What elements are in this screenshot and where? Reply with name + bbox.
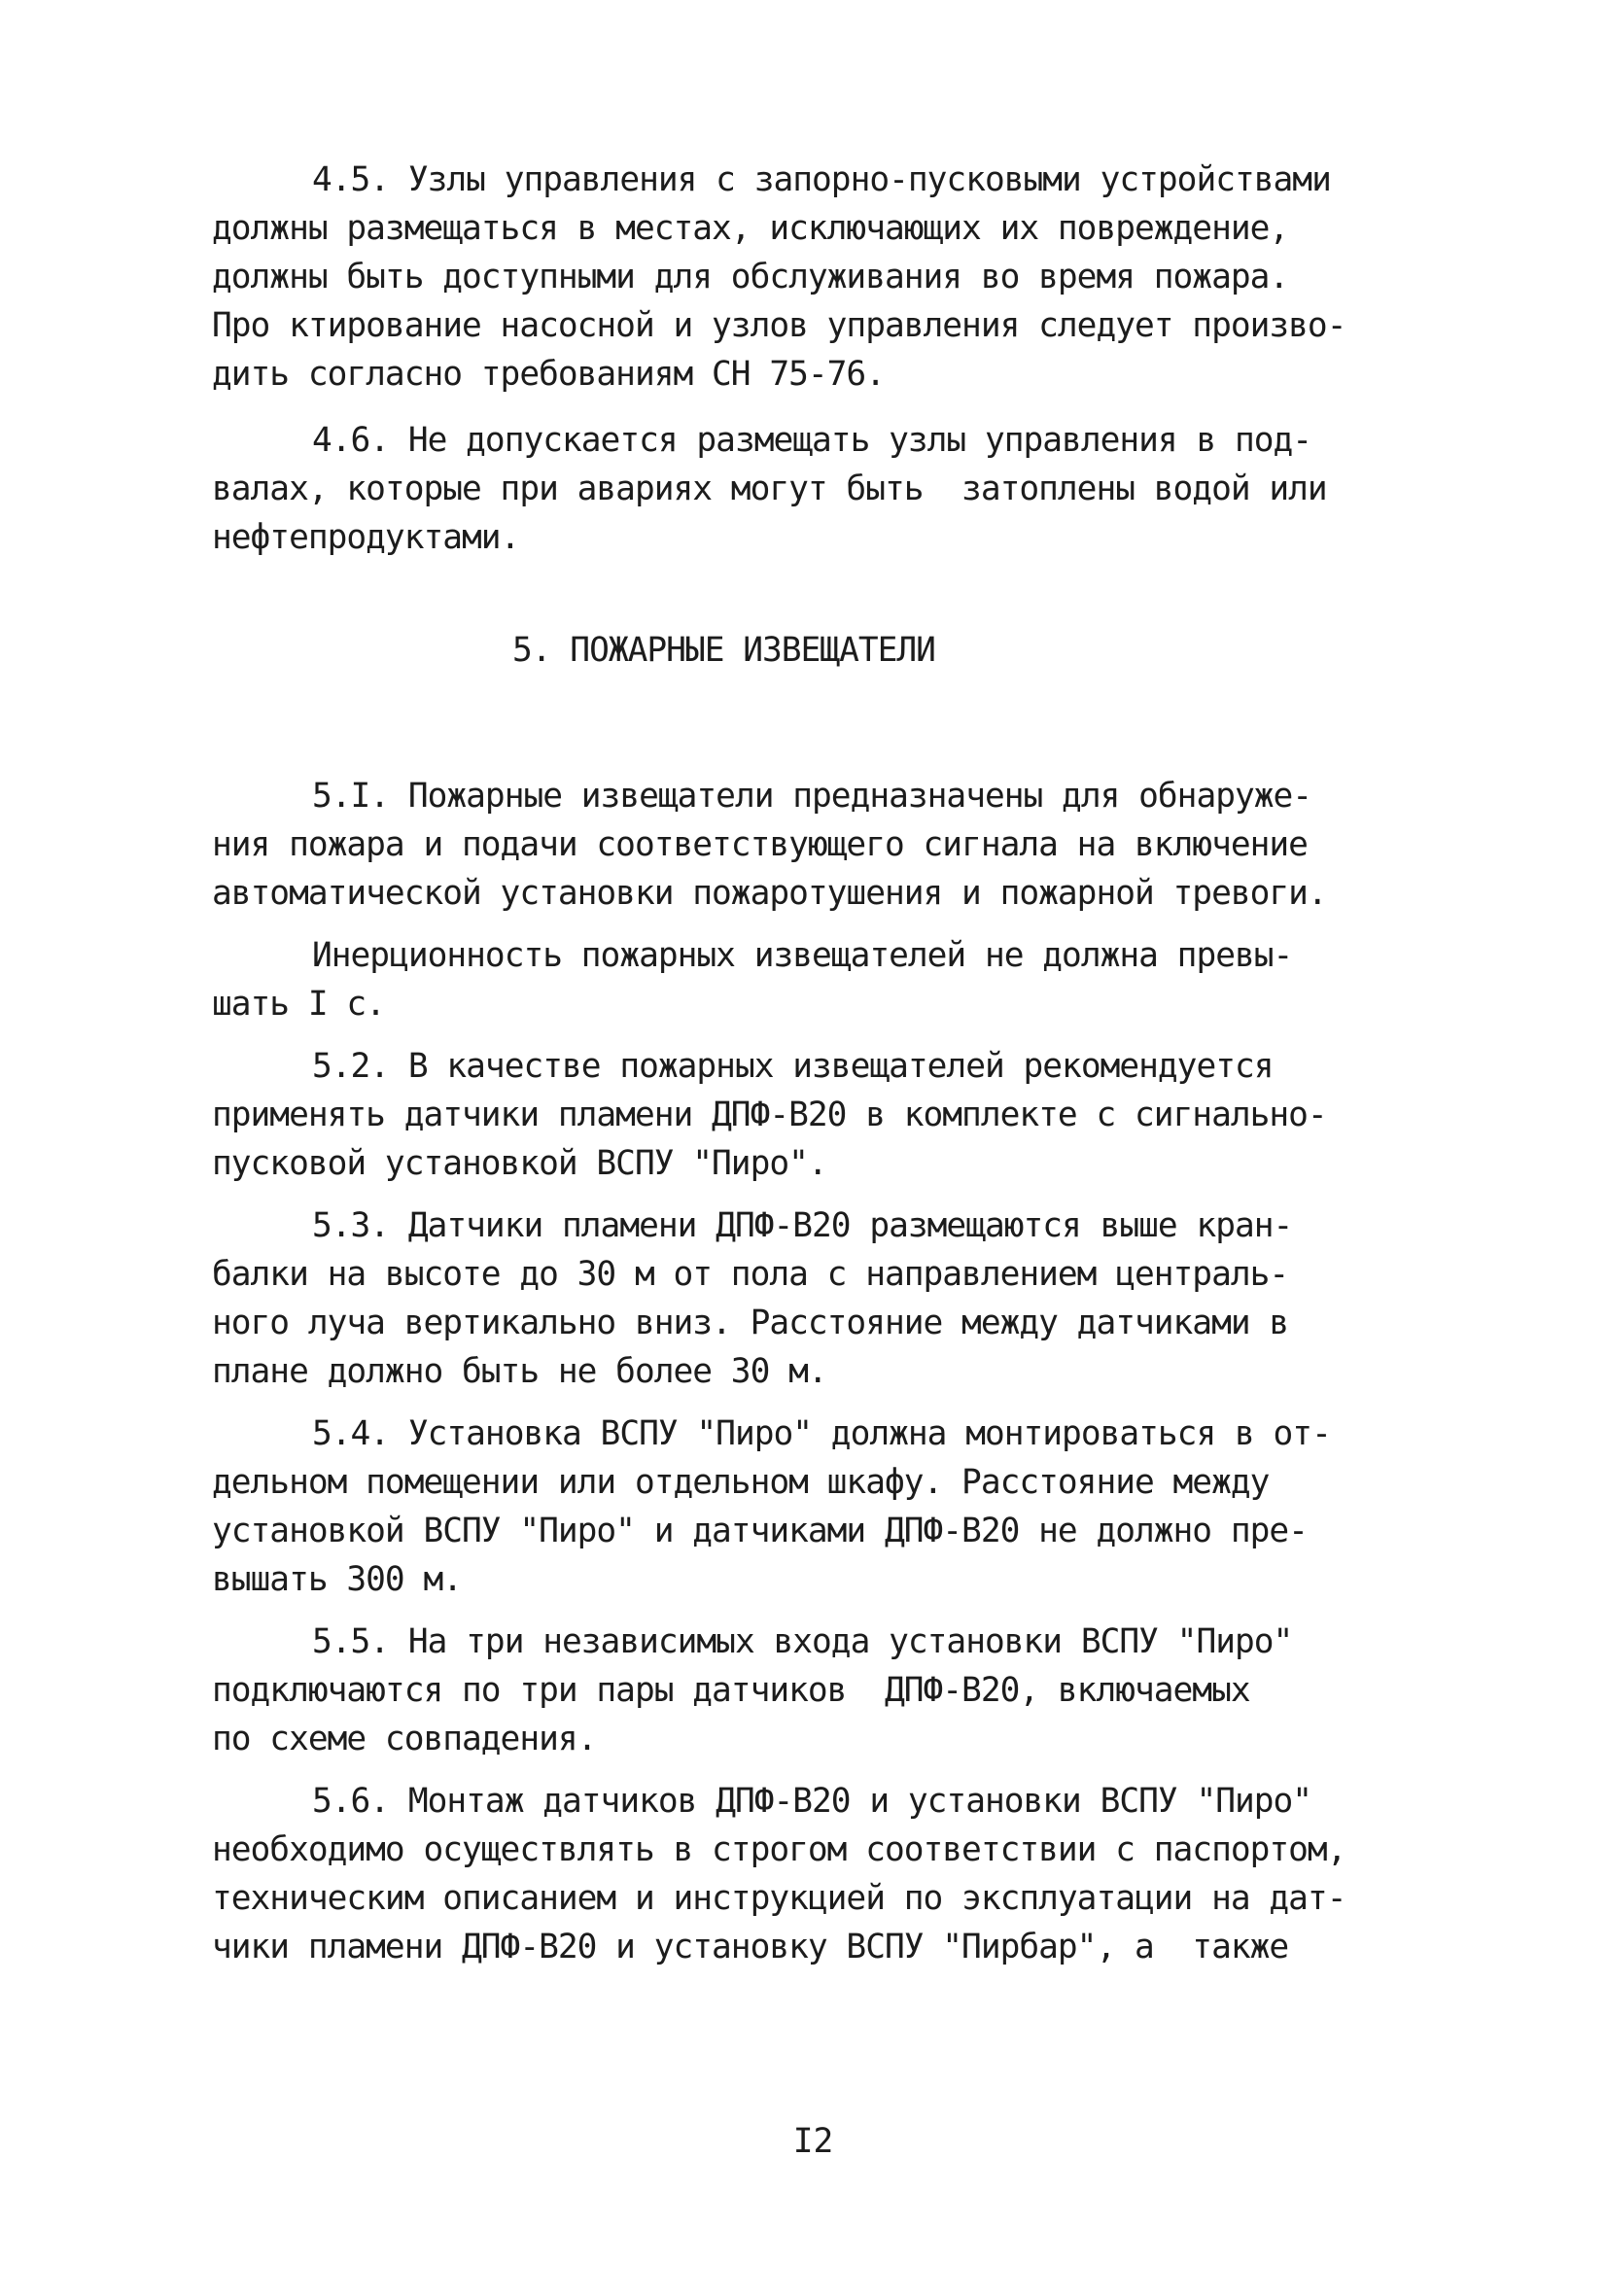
text-line: должны быть доступными для обслуживания во время пожара. bbox=[212, 258, 1289, 296]
text-line: 5.I. Пожарные извещатели предназначены для обнаруже- bbox=[312, 777, 1312, 816]
text-line: дить согласно требованиям СН 75-76. bbox=[212, 355, 885, 394]
page-number: I2 bbox=[792, 2122, 834, 2161]
text-line: дельном помещении или отдельном шкафу. Расстояние между bbox=[212, 1463, 1270, 1502]
text-line: необходимо осуществлять в строгом соответствии с паспортом, bbox=[212, 1830, 1346, 1869]
paragraph-5-2 bbox=[212, 1042, 1393, 1188]
text-line: должны размещаться в местах, исключающих их повреждение, bbox=[212, 209, 1289, 248]
text-line: 4.6. Не допускается размещать узлы управления в под- bbox=[312, 421, 1312, 460]
text-line: 5.6. Монтаж датчиков ДПФ-В20 и установки ВСПУ "Пиро" bbox=[312, 1782, 1312, 1821]
text-line: валах, которые при авариях могут быть затоплены водой или bbox=[212, 470, 1327, 508]
text-line: 5.2. В качестве пожарных извещателей рекомендуется bbox=[312, 1047, 1274, 1086]
text-line: применять датчики пламени ДПФ-В20 в комплекте с сигнально- bbox=[212, 1096, 1327, 1134]
text-line: вышать 300 м. bbox=[212, 1560, 463, 1599]
document-page bbox=[212, 156, 1393, 1971]
text-line: автоматической установки пожаротушения и пожарной тревоги. bbox=[212, 874, 1327, 913]
text-line: ного луча вертикально вниз. Расстояние между датчиками в bbox=[212, 1304, 1289, 1342]
text-line: Инерционность пожарных извещателей не должна превы- bbox=[312, 936, 1293, 975]
section-heading: 5. ПОЖАРНЫЕ ИЗВЕЩАТЕЛИ bbox=[512, 631, 935, 670]
text-line: ния пожара и подачи соответствующего сигнала на включение bbox=[212, 825, 1308, 864]
paragraph-5-1 bbox=[212, 772, 1393, 918]
text-line: Про ктирование насосной и узлов управления следует произво- bbox=[212, 306, 1346, 345]
text-line: нефтепродуктами. bbox=[212, 518, 520, 557]
paragraph-5-6 bbox=[212, 1777, 1393, 1971]
text-line: по схеме совпадения. bbox=[212, 1720, 597, 1758]
text-line: техническим описанием и инструкцией по эксплуатации на дат- bbox=[212, 1879, 1346, 1918]
text-line: 5.4. Установка ВСПУ "Пиро" должна монтироваться в от- bbox=[312, 1414, 1331, 1453]
paragraph-5-5 bbox=[212, 1618, 1393, 1763]
text-line: установкой ВСПУ "Пиро" и датчиками ДПФ-В20 не должно пре- bbox=[212, 1512, 1308, 1550]
text-line: плане должно быть не более 30 м. bbox=[212, 1352, 827, 1391]
text-line: подключаются по три пары датчиков ДПФ-В20, включаемых bbox=[212, 1671, 1250, 1710]
text-line: чики пламени ДПФ-В20 и установку ВСПУ "Пирбар", а также bbox=[212, 1928, 1289, 1966]
text-line: 5.3. Датчики пламени ДПФ-В20 размещаются выше кран- bbox=[312, 1206, 1293, 1245]
paragraph-4-6 bbox=[212, 416, 1393, 562]
text-line: балки на высоте до 30 м от пола с направлением централь- bbox=[212, 1255, 1289, 1294]
text-line: 4.5. Узлы управления с запорно-пусковыми устройствами bbox=[312, 160, 1331, 199]
paragraph-5-1-inertia bbox=[212, 931, 1393, 1028]
paragraph-5-3 bbox=[212, 1201, 1393, 1396]
text-line: пусковой установкой ВСПУ "Пиро". bbox=[212, 1144, 827, 1183]
paragraph-5-4 bbox=[212, 1409, 1393, 1604]
text-line: 5.5. На три независимых входа установки ВСПУ "Пиро" bbox=[312, 1622, 1293, 1661]
text-line: шать I с. bbox=[212, 985, 385, 1024]
paragraph-4-5 bbox=[212, 156, 1393, 399]
